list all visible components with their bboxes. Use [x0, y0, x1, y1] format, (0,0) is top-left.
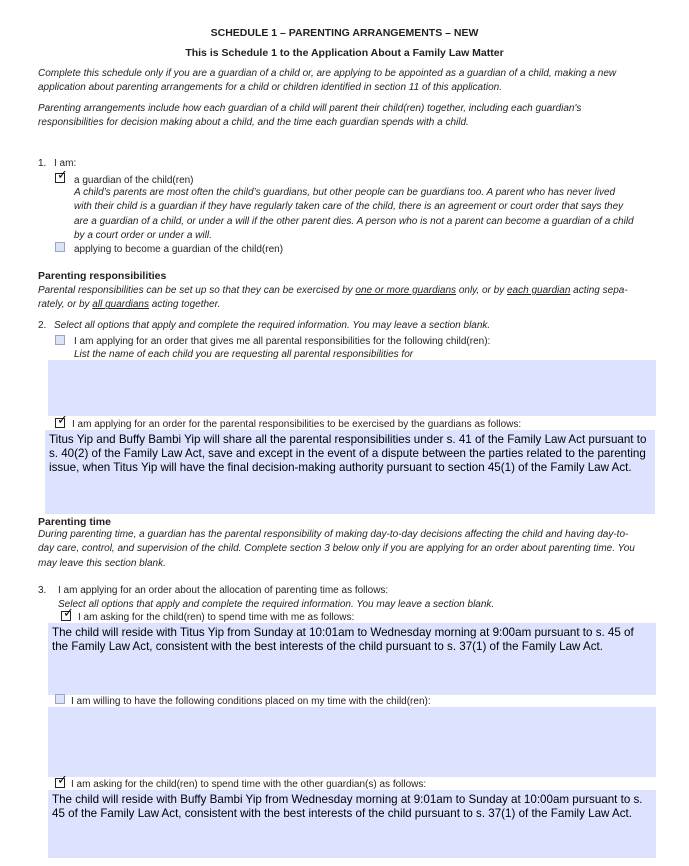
pt-line3: may leave this section blank. [38, 557, 166, 569]
all-responsibilities-sublabel: List the name of each child you are requesting all parental responsibilities for [74, 349, 414, 360]
pr-line1-c: acting sepa- [570, 285, 628, 296]
intro-paragraph-2 [38, 102, 668, 131]
children-names-field[interactable] [48, 360, 656, 416]
exercised-by-guardians-checkbox[interactable] [55, 413, 68, 428]
parenting-time-text [38, 528, 668, 571]
time-with-other-field[interactable]: The child will reside with Buffy Bambi Yip from Wednesday morning at 9:01am to Sunday at 10:00am pursuant to s. 45 of the Family Law Act, consistent with the best interests of the child pursuant to s. 37(1) of the Family Law Act. [48, 790, 656, 858]
parenting-time-heading: Parenting time [38, 516, 111, 528]
pr-line1-underline-1: one or more guardians [355, 285, 457, 296]
time-with-me-field[interactable]: The child will reside with Titus Yip from Sunday at 10:01am to Wednesday morning at 9:00am pursuant to s. 45 of the Family Law Act, consistent with the best interests of the child pursuant to s. 37(1) of the Family Law Act. [48, 623, 656, 695]
applying-guardian-label: applying to become a guardian of the child(ren) [74, 244, 284, 255]
pr-line1-a: Parental responsibilities can be set up so that they can be exercised by [38, 285, 356, 296]
intro-p2-line1: Parenting arrangements include how each guardian of a child will parent their child(ren) together, including each guardian's [38, 103, 582, 114]
check-icon: ✓ [63, 606, 74, 621]
section3-instruction: Select all options that apply and complete the required information. You may leave a section blank. [58, 599, 495, 610]
section3-label: I am applying for an order about the allocation of parenting time as follows: [58, 585, 389, 596]
guardian-option-label: a guardian of the child(ren) [74, 175, 194, 186]
conditions-checkbox[interactable] [55, 694, 65, 704]
pr-line2-underline: all guardians [92, 299, 149, 311]
section2-number: 2. [38, 320, 47, 331]
guardian-checkbox[interactable] [55, 168, 68, 183]
pr-line1-underline-2: each guardian [507, 285, 571, 296]
exercised-by-guardians-label: I am applying for an order for the parental responsibilities to be exercised by the guardians as follows: [72, 419, 522, 430]
guardian-note-line2: with their child is a guardian if they have regularly taken care of the child, there is an agreement or court order that says they [74, 201, 624, 213]
time-with-me-checkbox[interactable] [61, 606, 74, 621]
time-with-me-label: I am asking for the child(ren) to spend time with me as follows: [78, 612, 355, 623]
time-with-other-checkbox[interactable] [55, 773, 68, 788]
guardian-note-line3: are a guardian of a child, or under a will if the other parent dies. A person who is not a parent can become a guardian of a child [74, 215, 634, 227]
parenting-responsibilities-heading: Parenting responsibilities [38, 270, 167, 282]
schedule-title: SCHEDULE 1 – PARENTING ARRANGEMENTS – NEW [210, 27, 479, 39]
intro-p1-line1: Complete this schedule only if you are a guardian of a child or, are applying to be appointed as a guardian of a child, making a new [38, 68, 617, 79]
section1-number: 1. [38, 158, 47, 169]
parental-responsibilities-field[interactable]: Titus Yip and Buffy Bambi Yip will share all the parental responsibilities under s. 41 of the Family Law Act pursuant to s. 40(2) of the Family Law Act, save and except in the event of a dispute between the parties related to the parenting issue, when Titus Yip will have the final decision-making authority pursuant to section 45(1) of the Family Law Act. [45, 430, 655, 514]
parenting-responsibilities-text [38, 284, 668, 313]
conditions-field[interactable] [48, 707, 656, 777]
check-icon: ✓ [57, 773, 68, 788]
check-icon: ✓ [57, 413, 68, 428]
applying-guardian-checkbox[interactable] [55, 242, 65, 252]
schedule-subtitle: This is Schedule 1 to the Application About a Family Law Matter [185, 47, 504, 59]
intro-paragraph-1 [38, 67, 668, 96]
section1-label: I am: [54, 158, 77, 169]
all-responsibilities-label: I am applying for an order that gives me all parental responsibilities for the following child(ren): [74, 336, 491, 347]
pr-line2-a: rately, or by [38, 299, 93, 311]
check-icon: ✓ [57, 168, 68, 183]
guardian-note [74, 186, 674, 244]
guardian-note-line1: A child’s parents are most often the child’s guardians, but other people can be guardians too. A parent who has never lived [74, 187, 616, 198]
time-with-other-label: I am asking for the child(ren) to spend time with the other guardian(s) as follows: [71, 779, 427, 790]
pr-line1-b: only, or by [456, 285, 507, 296]
pt-line2: day care, control, and supervision of the child. Complete section 3 below only if you are applying for an order about parenting time. You [38, 543, 635, 555]
section3-number: 3. [38, 585, 47, 596]
pt-line1: During parenting time, a guardian has the parental responsibility of making day-to-day decisions affecting the child and having day-to- [38, 529, 629, 540]
intro-p1-line2: application about parenting arrangements for a child or children identified in section 11 of this application. [38, 82, 502, 94]
pr-line2 [38, 298, 668, 312]
pr-line2-b: acting together. [149, 299, 221, 311]
section2-instruction: Select all options that apply and complete the required information. You may leave a section blank. [54, 320, 491, 331]
guardian-note-line4: by a court order or under a will. [74, 230, 212, 242]
conditions-label: I am willing to have the following conditions placed on my time with the child(ren): [71, 696, 431, 707]
all-responsibilities-checkbox[interactable] [55, 335, 65, 345]
pr-line1 [38, 284, 668, 298]
intro-p2-line2: responsibilities for decision making about a child, and the time each guardian spends with a child. [38, 117, 469, 129]
